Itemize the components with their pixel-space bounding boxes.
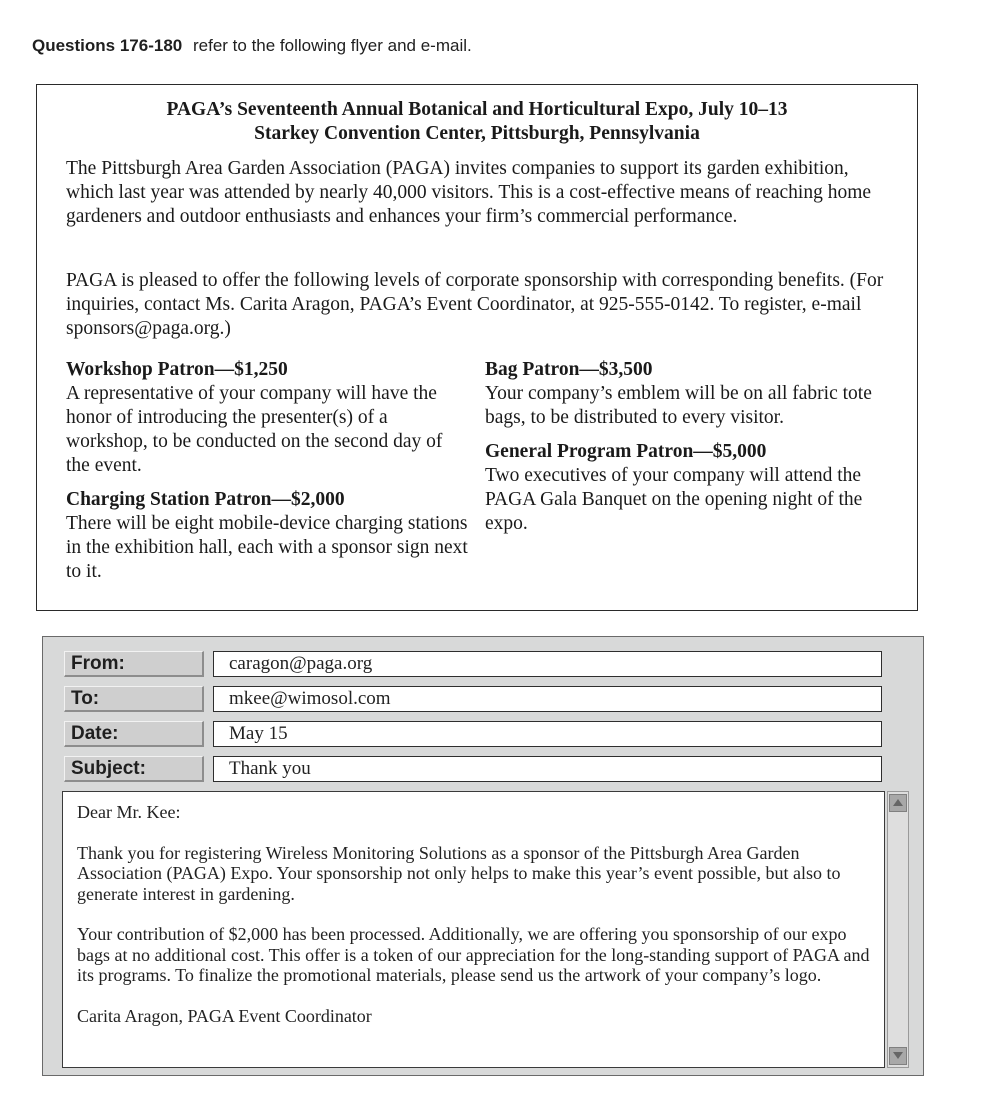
- email-body[interactable]: [62, 791, 885, 1068]
- email-greeting: Dear Mr. Kee:: [77, 802, 181, 822]
- email-scrollbar[interactable]: [887, 791, 909, 1068]
- subject-field[interactable]: Thank you: [213, 756, 882, 782]
- from-field[interactable]: caragon@paga.org: [213, 651, 882, 677]
- tier-heading: Workshop Patron—$1,250: [66, 359, 288, 380]
- tier-description: Two executives of your company will attend the PAGA Gala Banquet on the opening night of the expo.: [485, 465, 863, 534]
- email-paragraph: Thank you for registering Wireless Monitoring Solutions as a sponsor of the Pittsburgh Area Garden Association (PAGA) Expo. Your sponsorship not only helps to make this year’s event possible, but also to generate interest in gardening.: [77, 842, 841, 904]
- tier-bag-patron: [485, 358, 890, 430]
- flyer-title-line2: Starkey Convention Center, Pittsburgh, Pennsylvania: [254, 123, 700, 144]
- tier-workshop-patron: [66, 358, 471, 478]
- subject-label: Subject:: [64, 756, 204, 782]
- arrow-down-icon: [893, 1052, 903, 1059]
- scroll-up-button[interactable]: [889, 794, 907, 812]
- tier-description: A representative of your company will have the honor of introducing the presenter(s) of a workshop, to be conducted on the second day of the event.: [66, 383, 443, 476]
- tier-heading: Bag Patron—$3,500: [485, 359, 653, 380]
- scroll-down-button[interactable]: [889, 1047, 907, 1065]
- question-intro: [32, 36, 472, 56]
- to-field[interactable]: mkee@wimosol.com: [213, 686, 882, 712]
- question-range: Questions 176-180: [32, 36, 183, 55]
- flyer-title: [37, 98, 917, 146]
- from-label: From:: [64, 651, 204, 677]
- flyer-tiers-left: [66, 358, 471, 594]
- tier-heading: General Program Patron—$5,000: [485, 441, 767, 462]
- tier-heading: Charging Station Patron—$2,000: [66, 489, 345, 510]
- to-label: To:: [64, 686, 204, 712]
- date-field[interactable]: May 15: [213, 721, 882, 747]
- flyer-title-line1: PAGA’s Seventeenth Annual Botanical and Horticultural Expo, July 10–13: [166, 99, 788, 120]
- email-signature: Carita Aragon, PAGA Event Coordinator: [77, 1005, 372, 1026]
- tier-description: Your company’s emblem will be on all fabric tote bags, to be distributed to every visitor.: [485, 383, 872, 428]
- flyer-paragraph-sponsorship: PAGA is pleased to offer the following levels of corporate sponsorship with corresponding benefits. (For inquiries, contact Ms. Carita Aragon, PAGA’s Event Coordinator, at 925-555-0142. To register, e-mail sponsors@paga.org.): [66, 270, 884, 339]
- tier-charging-station-patron: [66, 488, 471, 584]
- tier-general-program-patron: [485, 440, 890, 536]
- flyer: [36, 84, 918, 611]
- flyer-tiers-right: [485, 358, 890, 546]
- email-paragraph: Your contribution of $2,000 has been processed. Additionally, we are offering you sponsorship of our expo bags at no additional cost. This offer is a token of our appreciation for the long-standing support of PAGA and its programs. To finalize the promotional materials, please send us the artwork of your company’s logo.: [77, 924, 870, 985]
- date-label: Date:: [64, 721, 204, 747]
- email-window: [42, 636, 924, 1076]
- question-intro-text: refer to the following flyer and e-mail.: [192, 36, 472, 55]
- flyer-paragraph-intro: The Pittsburgh Area Garden Association (PAGA) invites companies to support its garden exhibition, which last year was attended by nearly 40,000 visitors. This is a cost-effective means of reaching home gardeners and outdoor enthusiasts and enhances your firm’s commercial performance.: [66, 158, 872, 227]
- arrow-up-icon: [893, 799, 903, 806]
- tier-description: There will be eight mobile-device charging stations in the exhibition hall, each with a sponsor sign next to it.: [66, 513, 468, 582]
